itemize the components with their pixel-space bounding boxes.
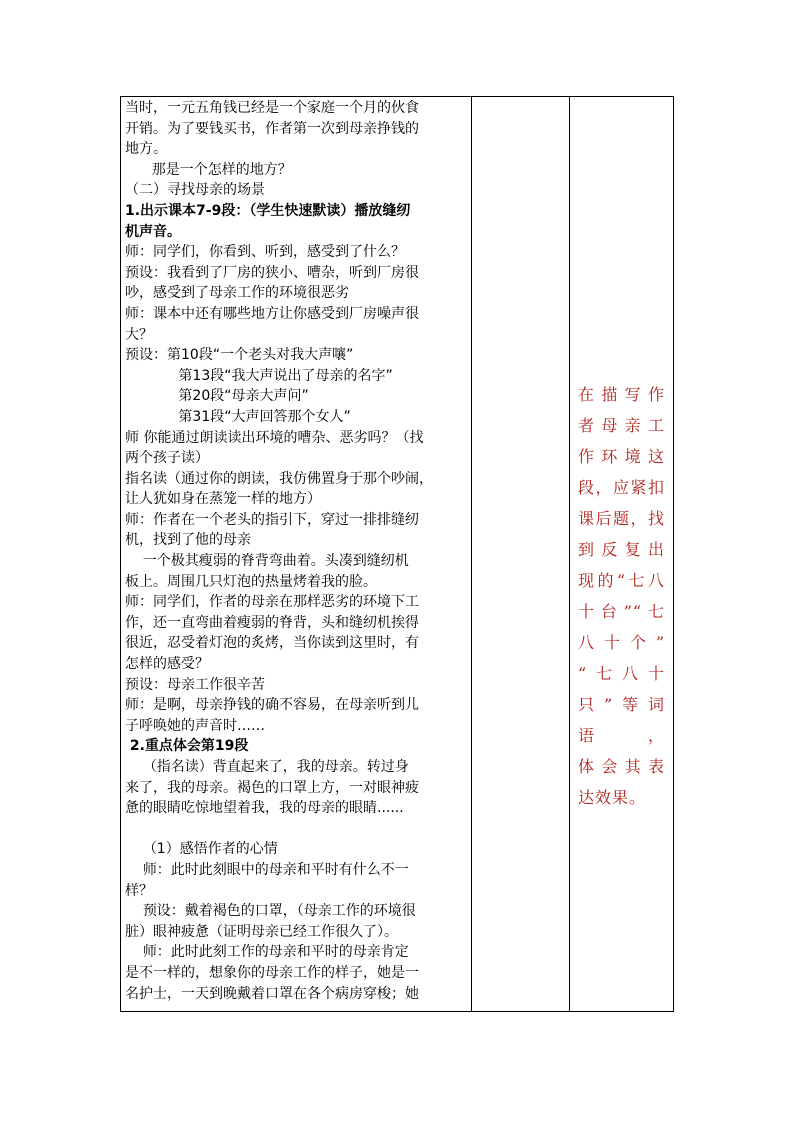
text-line: 2.重点体会第19段 (125, 738, 249, 755)
text-line: 师：此时此刻眼中的母亲和平时有什么不一 (125, 861, 409, 878)
note-line: 只”等词语， (578, 695, 665, 745)
text-line: 怎样的感受？ (125, 656, 209, 673)
note-line: 段，应紧扣 (578, 478, 665, 497)
text-line: 名护士，一天到晚戴着口罩在各个病房穿梭；她 (125, 985, 419, 1002)
text-line: 师：同学们，你看到、听到，感受到了什么？ (125, 244, 405, 261)
text-line: 师：课本中还有哪些地方让你感受到厂房噪声很 (125, 305, 419, 322)
text-line: 一个极其瘦弱的脊背弯曲着。头凑到缝纫机 (125, 553, 409, 570)
text-line: 来了，我的母亲。褐色的口罩上方，一对眼神疲 (125, 779, 419, 796)
text-line: 师：同学们，作者的母亲在那样恶劣的环境下工 (125, 594, 419, 611)
note-line: 课后题，找 (578, 509, 665, 528)
text-line: 机声音。 (125, 223, 181, 240)
text-line: 师：作者在一个老头的指引下，穿过一排排缝纫 (125, 511, 419, 528)
text-line: 是不一样的，想象你的母亲工作的样子，她是一 (125, 964, 419, 981)
design-intent-cell (570, 97, 674, 1012)
table-row (121, 97, 674, 1012)
note-line: 十台”“七 (578, 602, 665, 621)
text-line: （指名读）背直起来了，我的母亲。转过身 (125, 759, 409, 775)
note-line: 达效果。 (578, 788, 647, 807)
lesson-plan-table (120, 96, 674, 1012)
text-line: 指名读（通过你的朗读，我仿佛置身于那个吵闹， (125, 470, 433, 487)
note-line: 八十个” (578, 633, 665, 652)
text-line: 很近，忍受着灯泡的炙烤，当你读到这里时，有 (125, 635, 419, 652)
text-line: 预设：我看到了厂房的狭小、嘈杂，听到厂房很 (125, 264, 419, 281)
text-line: 那是一个怎样的地方？ (125, 161, 292, 178)
text-line (125, 819, 467, 840)
text-line: 当时，一元五角钱已经是一个家庭一个月的伙食 (125, 100, 419, 116)
text-line: 师：此时此刻工作的母亲和平时的母亲肯定 (125, 944, 409, 961)
text-line: 地方。 (125, 141, 167, 158)
text-line: 机，找到了他的母亲 (125, 532, 251, 549)
text-line: 惫的眼睛吃惊地望着我，我的母亲的眼睛...... (125, 800, 404, 817)
text-line: 第20段“母亲大声问” (125, 388, 309, 405)
text-line: （二）寻找母亲的场景 (125, 182, 265, 199)
text-line: 大？ (125, 326, 153, 343)
note-line: 体会其表 (578, 757, 665, 776)
text-line: 预设：戴着褐色的口罩，（母亲工作的环境很 (125, 903, 416, 920)
text-line: 1.出示课本7-9段：（学生快速默读）播放缝纫 (125, 202, 411, 219)
text-line: 让人犹如身在蒸笼一样的地方） (125, 491, 321, 508)
text-line: 第31段“大声回答那个女人” (125, 408, 351, 425)
text-line: 作，还一直弯曲着瘦弱的脊背，头和缝纫机挨得 (125, 614, 419, 631)
text-line: 板上。周围几只灯泡的热量烤着我的脸。 (125, 573, 377, 590)
text-line: 子呼唤她的声音时…… (125, 717, 265, 734)
text-line: 师：是啊，母亲挣钱的确不容易，在母亲听到儿 (125, 697, 419, 714)
text-line: 开销。为了要钱买书，作者第一次到母亲挣钱的 (125, 120, 419, 137)
note-line: 到反复出 (578, 540, 665, 559)
text-line: 两个孩子读） (125, 450, 209, 467)
design-intent-note (570, 97, 673, 813)
text-line: 脏）眼神疲惫（证明母亲已经工作很久了）。 (125, 923, 398, 940)
text-line: （1）感悟作者的心情 (125, 841, 278, 858)
text-line: 吵，感受到了母亲工作的环境很恶劣 (125, 285, 349, 302)
text-line: 第13段“我大声说出了母亲的名字” (125, 367, 393, 384)
text-line: 师 你能通过朗读读出环境的嘈杂、恶劣吗？（找 (125, 429, 424, 446)
note-line: 在描写作 (578, 385, 665, 404)
text-line: 样？ (125, 882, 153, 899)
teaching-process-text (121, 97, 471, 1010)
empty-cell (472, 97, 570, 1012)
text-line: 预设：母亲工作很辛苦 (125, 676, 265, 693)
note-line: 现的“七八 (578, 571, 665, 590)
text-line: 预设：第10段“一个老头对我大声嚷” (125, 347, 354, 364)
note-line: 者母亲工 (578, 416, 665, 435)
note-line: “七八十 (578, 664, 665, 683)
note-line: 作环境这 (578, 447, 665, 466)
teaching-process-cell (121, 97, 472, 1012)
